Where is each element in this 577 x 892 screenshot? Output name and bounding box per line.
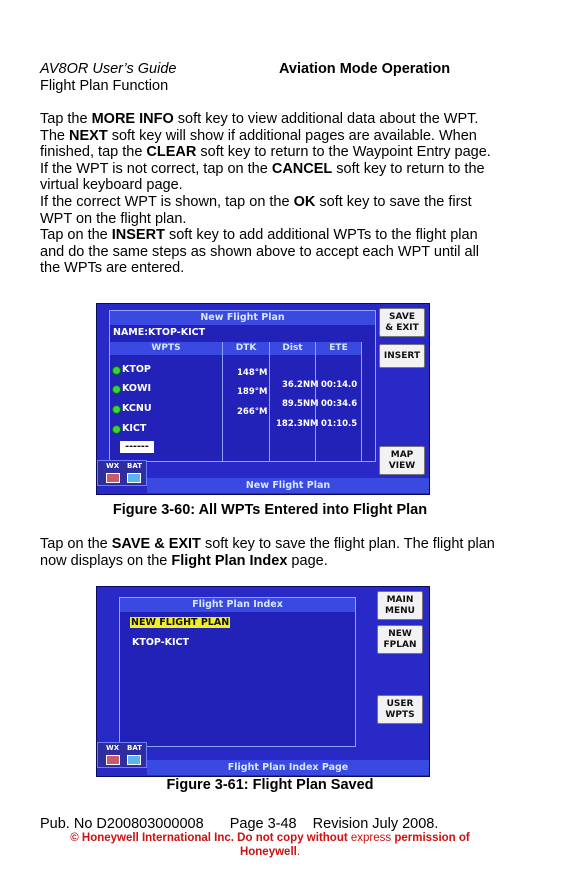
map-view-button[interactable]: MAP VIEW [379, 446, 425, 475]
waypoint-dot-icon [112, 405, 121, 414]
wpt-dtk: 189°M [237, 387, 268, 397]
doc-title: AV8OR User’s Guide [40, 61, 177, 77]
wpt-dtk: 266°M [237, 407, 268, 417]
insert-button[interactable]: INSERT [379, 344, 425, 368]
wpt-id: KCNU [122, 403, 152, 414]
paragraph-more-info: Tap the MORE INFO soft key to view additional data about the WPT. The NEXT soft key will show if additional pages are available. When finished, tap the CLEAR soft key to return to the Waypoint Entry page. [40, 111, 491, 161]
wpt-ete: 00:34.6 [321, 399, 358, 409]
wpt-dtk: 148°M [237, 368, 268, 378]
wpt-dist: 182.3NM [276, 419, 319, 429]
bat-label: BAT [127, 462, 142, 470]
new-flight-plan-screen [96, 303, 430, 495]
paragraph-save-exit: Tap on the SAVE & EXIT soft key to save the flight plan. The flight plan now displays on the Flight Plan Index page. [40, 536, 495, 569]
col-ete: ETE [316, 342, 361, 355]
copyright-notice: © Honeywell International Inc. Do not copy without express permission of Honeywell. [70, 832, 470, 858]
flight-plan-index-screen [96, 586, 430, 777]
footer [40, 816, 438, 832]
wpt-dist: 89.5NM [282, 399, 319, 409]
flight-plan-item[interactable]: NEW FLIGHT PLAN [131, 617, 230, 628]
panel-title: New Flight Plan [110, 311, 375, 325]
section-title: Aviation Mode Operation [279, 61, 451, 77]
wpt-ete: 01:10.5 [321, 419, 358, 429]
wpt-ete: 00:14.0 [321, 380, 358, 390]
paragraph-ok: If the correct WPT is shown, tap on the OK soft key to save the first WPT on the flight plan. [40, 193, 472, 227]
name-value: KTOP-KICT [148, 327, 206, 338]
pub-number: Pub. No D200803000008 [40, 816, 204, 832]
battery-icon [127, 473, 141, 483]
flight-plan-panel [109, 310, 376, 462]
waypoint-entry-field[interactable]: ------ [120, 441, 154, 453]
user-wpts-button[interactable]: USER WPTS [377, 695, 423, 724]
waypoint-dot-icon [112, 385, 121, 394]
figure-caption: Figure 3-61: Flight Plan Saved [166, 777, 374, 793]
paragraph-cancel: If the WPT is not correct, tap on the CANCEL soft key to return to the virtual keyboard page. [40, 160, 485, 194]
subsection-title: Flight Plan Function [40, 78, 169, 94]
divider [361, 342, 362, 461]
main-menu-button[interactable]: MAIN MENU [377, 591, 423, 620]
panel-title: Flight Plan Index [120, 598, 355, 612]
flight-plan-index-panel [119, 597, 356, 747]
weather-icon [106, 755, 120, 765]
wpt-id: KOWI [122, 383, 152, 394]
wpt-id: KTOP [122, 364, 151, 375]
waypoint-dot-icon [112, 366, 121, 375]
plan-name-row [113, 327, 205, 338]
figure-caption: Figure 3-60: All WPTs Entered into Flight Plan [112, 502, 428, 518]
page-number: Page 3-48 [229, 816, 297, 832]
save-exit-button[interactable]: SAVE & EXIT [379, 308, 425, 337]
status-bar: New Flight Plan [147, 478, 429, 493]
wx-bat-indicator[interactable] [97, 460, 147, 486]
wx-bat-indicator[interactable] [97, 742, 147, 768]
revision: Revision July 2008. [312, 816, 439, 832]
divider [222, 342, 223, 461]
col-dtk: DTK [223, 342, 269, 355]
divider [269, 342, 270, 461]
name-label: NAME: [113, 327, 149, 338]
waypoint-dot-icon [112, 425, 121, 434]
status-bar: Flight Plan Index Page [147, 760, 429, 775]
wpt-id: KICT [122, 423, 147, 434]
wx-label: WX [106, 462, 120, 470]
col-wpts: WPTS [110, 342, 222, 355]
new-fplan-button[interactable]: NEW FPLAN [377, 625, 423, 654]
battery-icon [127, 755, 141, 765]
wpt-dist: 36.2NM [282, 380, 319, 390]
bat-label: BAT [127, 744, 142, 752]
wx-label: WX [106, 744, 120, 752]
weather-icon [106, 473, 120, 483]
col-dist: Dist [270, 342, 315, 355]
paragraph-insert: Tap on the INSERT soft key to add additional WPTs to the flight plan and do the same steps as shown above to accept each WPT until all the WPTs are entered. [40, 227, 480, 277]
instructions [40, 111, 500, 277]
flight-plan-item[interactable]: KTOP-KICT [132, 637, 190, 648]
